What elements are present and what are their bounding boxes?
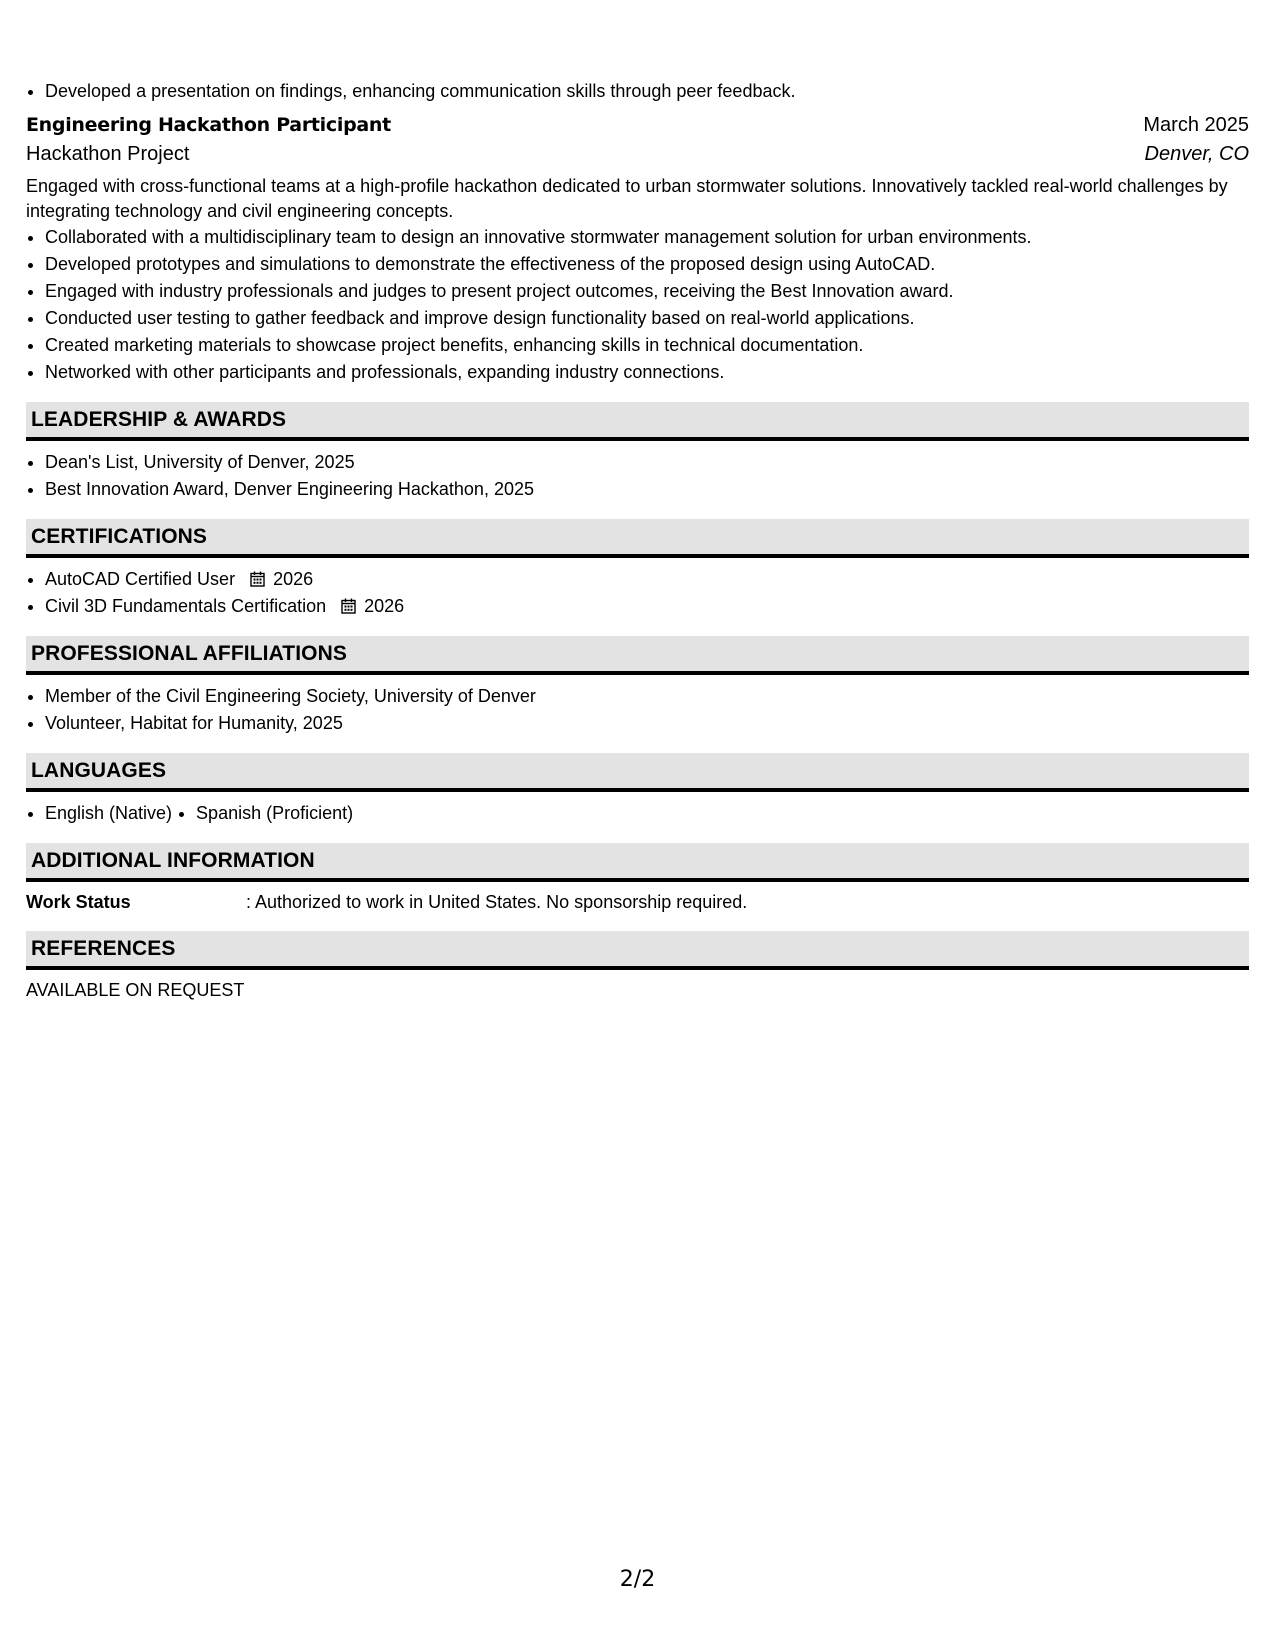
calendar-icon	[341, 598, 356, 614]
calendar-icon	[250, 571, 265, 587]
job-header	[26, 114, 1249, 137]
resume-page	[26, 78, 1249, 1003]
list-item: • Member of the Civil Engineering Society, University of Denver	[45, 683, 1249, 710]
list-item: • Developed a presentation on findings, enhancing communication skills through peer feedback.	[45, 78, 1249, 105]
certification-year: 2026	[273, 569, 314, 589]
list-item: • Developed prototypes and simulations to demonstrate the effectiveness of the proposed design using AutoCAD.	[45, 251, 1249, 278]
job-date: March 2025	[1143, 114, 1249, 136]
job-subheader	[26, 143, 1249, 166]
job-location: Denver, CO	[1144, 143, 1249, 165]
certification-item	[45, 566, 1249, 593]
list-item: • Created marketing materials to showcase project benefits, enhancing skills in technical documentation.	[45, 332, 1249, 359]
affiliations-list	[26, 683, 1249, 737]
certification-year: 2026	[364, 596, 405, 616]
job-bullets	[26, 224, 1249, 386]
work-status-label: Work Status	[26, 892, 131, 912]
references-text: AVAILABLE ON REQUEST	[26, 980, 245, 1000]
section-heading-languages: LANGUAGES	[26, 753, 1249, 792]
list-item: • Volunteer, Habitat for Humanity, 2025	[45, 710, 1249, 737]
page-number: 2/2	[619, 1567, 656, 1592]
section-heading-affiliations: PROFESSIONAL AFFILIATIONS	[26, 636, 1249, 675]
work-status-row	[26, 890, 1249, 915]
job-title: Engineering Hackathon Participant	[26, 114, 391, 136]
section-heading-references: REFERENCES	[26, 931, 1249, 970]
leadership-list	[26, 449, 1249, 503]
section-heading-additional-information: ADDITIONAL INFORMATION	[26, 843, 1249, 882]
certification-name: AutoCAD Certified User	[45, 569, 236, 589]
previous-job-bullets	[26, 78, 1249, 105]
list-item: • Conducted user testing to gather feedback and improve design functionality based on real-world applications.	[45, 305, 1249, 332]
language-item: • English (Native)	[45, 800, 172, 827]
list-item: • Engaged with industry professionals and judges to present project outcomes, receiving the Best Innovation award.	[45, 278, 1249, 305]
list-item: • Best Innovation Award, Denver Engineering Hackathon, 2025	[45, 476, 1249, 503]
certifications-list	[26, 566, 1249, 620]
list-item: • Dean's List, University of Denver, 2025	[45, 449, 1249, 476]
list-item: • Collaborated with a multidisciplinary team to design an innovative stormwater management solution for urban environments.	[45, 224, 1249, 251]
section-heading-leadership: LEADERSHIP & AWARDS	[26, 402, 1249, 441]
experience-entry	[26, 114, 1249, 386]
certification-name: Civil 3D Fundamentals Certification	[45, 596, 327, 616]
work-status-value: : Authorized to work in United States. No sponsorship required.	[246, 892, 748, 912]
job-organization: Hackathon Project	[26, 143, 190, 165]
list-item: • Networked with other participants and professionals, expanding industry connections.	[45, 359, 1249, 386]
language-item: • Spanish (Proficient)	[196, 800, 353, 827]
job-description: Engaged with cross-functional teams at a high-profile hackathon dedicated to urban stormwater solutions. Innovatively tackled real-world challenges by integrating technology and civil engineering concepts.	[26, 176, 1228, 221]
languages-list	[26, 800, 1249, 827]
section-heading-certifications: CERTIFICATIONS	[26, 519, 1249, 558]
certification-item	[45, 593, 1249, 620]
